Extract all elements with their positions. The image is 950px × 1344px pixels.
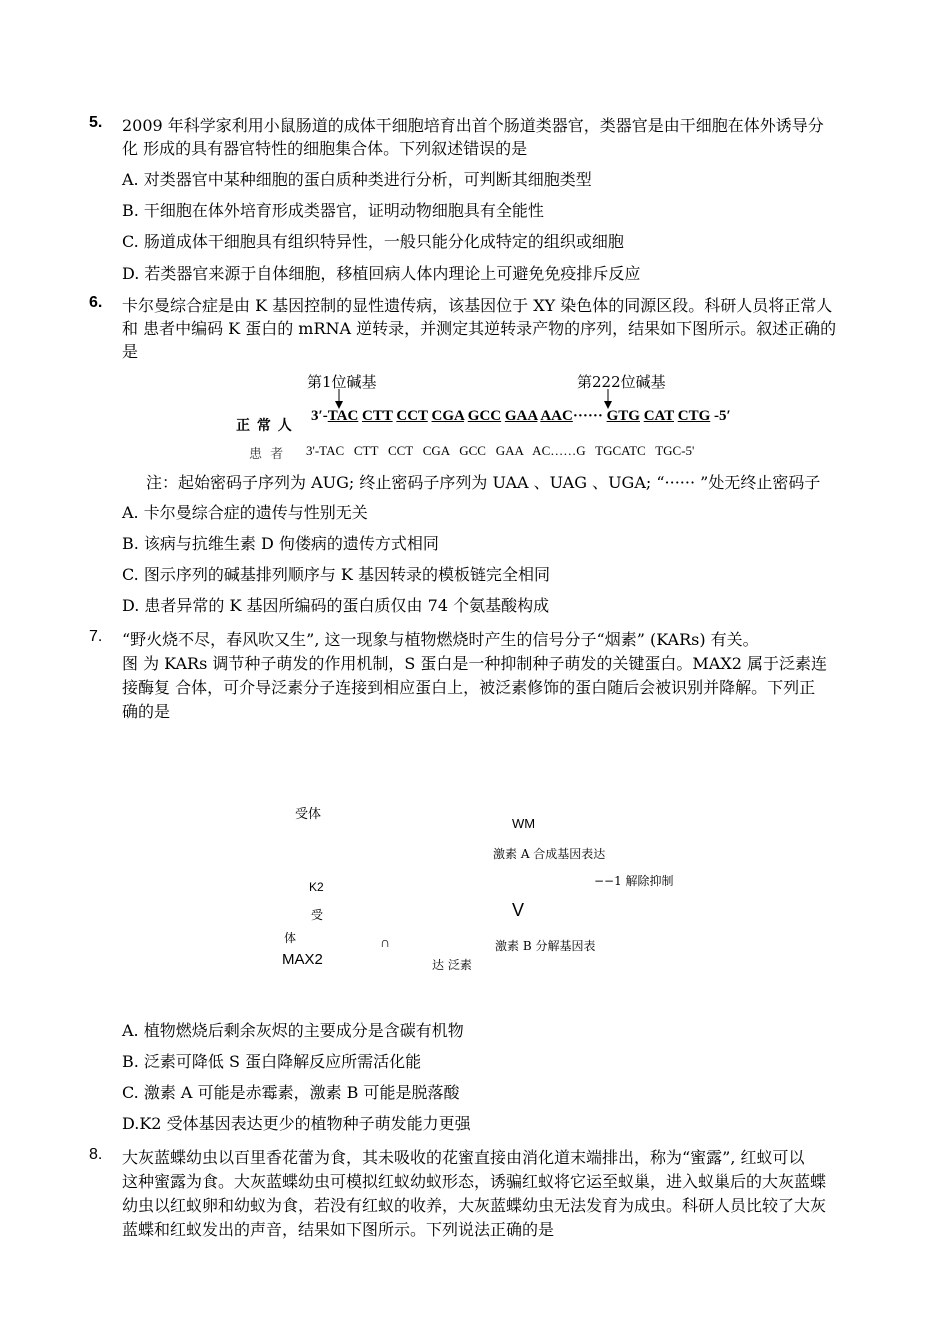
- arrow-down-icons: [330, 388, 650, 410]
- option-a: A. 对类器官中某种细胞的蛋白质种类进行分析，可判断其细胞类型: [122, 170, 592, 189]
- question-stem-line: 是: [122, 342, 139, 361]
- diagram-label-ti: 体: [284, 931, 297, 945]
- option-d: D. 患者异常的 K 基因所编码的蛋白质仅由 74 个氨基酸构成: [122, 596, 550, 615]
- diagram-label-receptor: 受体: [295, 806, 322, 821]
- option-b: B. 泛素可降低 S 蛋白降解反应所需活化能: [122, 1052, 422, 1071]
- codon: CAT: [643, 408, 674, 424]
- diagram-label-k2: K2: [309, 880, 324, 894]
- codon: CGA: [431, 408, 465, 424]
- option-c: C. 图示序列的碱基排列顺序与 K 基因转录的模板链完全相同: [122, 565, 550, 584]
- diagram-v-symbol: V: [512, 900, 525, 920]
- question-stem-line: 卡尔曼综合症是由 K 基因控制的显性遗传病，该基因位于 XY 染色体的同源区段。科研人员将正常人: [122, 296, 833, 315]
- question-stem-line: “野火烧不尽，春风吹又生”, 这一现象与植物燃烧时产生的信号分子“烟素” (KARs) 有关。: [122, 630, 759, 649]
- option-b: B. 干细胞在体外培育形成类器官，证明动物细胞具有全能性: [122, 201, 544, 220]
- option-d: D. 若类器官来源于自体细胞，移植回病人体内理论上可避免免疫排斥反应: [122, 264, 641, 283]
- question-stem-line: 2009 年科学家利用小鼠肠道的成体干细胞培育出首个肠道类器官，类器官是由干细胞在体外诱导分: [122, 116, 824, 135]
- diagram-label-hormone-a: 激素 A 合成基因表达: [493, 847, 606, 861]
- question-stem-line: 大灰蓝蝶幼虫以百里香花蕾为食，其未吸收的花蜜直接由消化道末端排出，称为“蜜露”, 红蚁可以: [122, 1148, 805, 1167]
- ellipsis: ······: [572, 408, 603, 424]
- diagram-label-max2: MAX2: [282, 951, 323, 968]
- question-number: 7.: [89, 628, 103, 645]
- question-stem-line: 和 患者中编码 K 蛋白的 mRNA 逆转录，并测定其逆转录产物的序列，结果如下图所示。叙述正确的: [122, 319, 837, 338]
- diagram-label-wm: WM: [512, 816, 536, 831]
- option-a: A. 植物燃烧后剩余灰烬的主要成分是含碳有机物: [122, 1021, 464, 1040]
- diagram-label-hormone-b: 激素 B 分解基因表: [495, 939, 596, 953]
- diagram-label-relief: −−1 解除抑制: [594, 874, 674, 888]
- question-number: 5.: [89, 114, 103, 131]
- codon: CCT: [396, 408, 428, 424]
- codon: TAC: [327, 408, 359, 424]
- question-stem-line: 确的是: [122, 702, 171, 721]
- question-stem-line: 蓝蝶和红蚁发出的声音，结果如下图所示。下列说法正确的是: [122, 1220, 555, 1239]
- normal-seq-end: -5′: [714, 408, 731, 424]
- diagram-label-ubiquitin: 达 泛素: [432, 958, 472, 972]
- question-stem-line: 化 形成的具有器官特性的细胞集合体。下列叙述错误的是: [122, 139, 528, 158]
- codon: GCC: [467, 408, 502, 424]
- option-c: C. 肠道成体干细胞具有组织特异性，一般只能分化成特定的组织或细胞: [122, 232, 624, 251]
- question-stem-line: 图 为 KARs 调节种子萌发的作用机制，S 蛋白是一种抑制种子萌发的关键蛋白。MAX2 属于泛素连: [122, 654, 828, 673]
- option-c: C. 激素 A 可能是赤霉素，激素 B 可能是脱落酸: [122, 1083, 460, 1102]
- diagram-cap-symbol: ∩: [380, 934, 391, 950]
- patient-label: 患 者: [249, 447, 286, 462]
- codon: GAA: [504, 408, 538, 424]
- codon: CTG: [677, 408, 711, 424]
- figure-note: 注：起始密码子序列为 AUG; 终止密码子序列为 UAA 、UAG 、UGA; “······ ”处无终止密码子: [146, 473, 821, 492]
- option-a: A. 卡尔曼综合症的遗传与性别无关: [122, 503, 368, 522]
- base-1-label: 第1位碱基: [307, 373, 377, 391]
- question-number: 8.: [89, 1146, 103, 1163]
- diagram-label-shou: 受: [311, 908, 324, 922]
- codon: CTT: [362, 408, 393, 424]
- codon: AAC: [540, 408, 573, 424]
- question-stem-line: 接酶复 合体，可介导泛素分子连接到相应蛋白上，被泛素修饰的蛋白随后会被识别并降解。下列正: [122, 678, 816, 697]
- question-stem-line: 这种蜜露为食。大灰蓝蝶幼虫可模拟红蚁幼蚁形态，诱骗红蚁将它运至蚁巢，进入蚁巢后的大灰蓝蝶: [122, 1172, 827, 1191]
- normal-seq-start: 3′-: [311, 408, 328, 424]
- option-b: B. 该病与抗维生素 D 佝偻病的遗传方式相同: [122, 534, 439, 553]
- codon: GTG: [606, 408, 640, 424]
- patient-sequence: 3'-TAC CTT CCT CGA GCC GAA AC……G TGCATC TGC-5': [306, 443, 695, 458]
- normal-label: 正 常 人: [236, 418, 293, 434]
- normal-sequence: [311, 408, 731, 425]
- base-222-label: 第222位碱基: [577, 373, 666, 391]
- option-d: D.K2 受体基因表达更少的植物种子萌发能力更强: [122, 1114, 471, 1133]
- question-stem-line: 幼虫以红蚁卵和幼蚁为食，若没有红蚁的收养，大灰蓝蝶幼虫无法发育为成虫。科研人员比较了大灰: [122, 1196, 827, 1215]
- question-number: 6.: [89, 294, 103, 311]
